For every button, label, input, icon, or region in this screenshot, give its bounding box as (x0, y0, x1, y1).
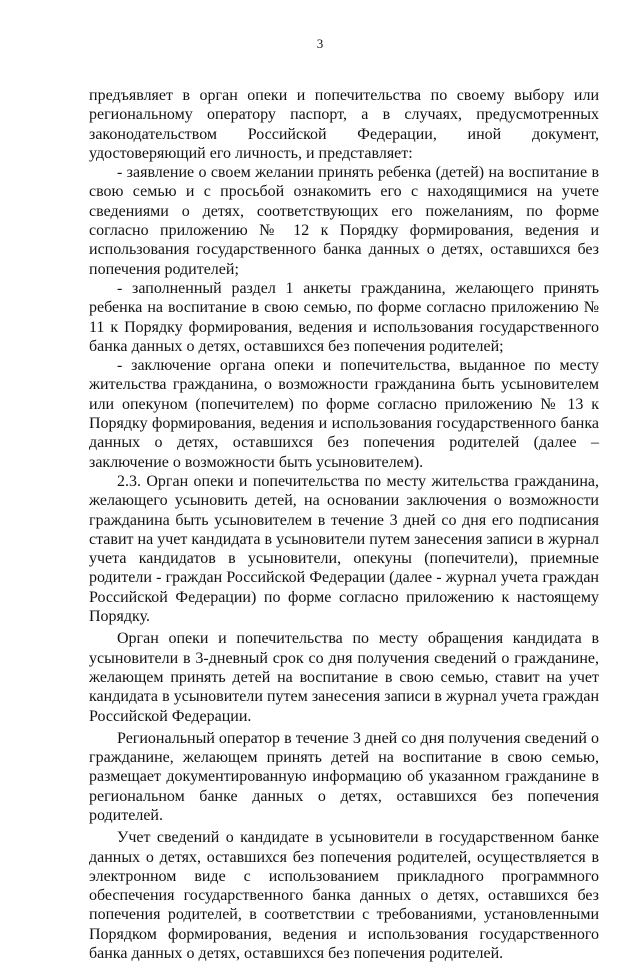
paragraph: Учет сведений о кандидате в усыновители в государственном банке данных о детях, оставшихся без попечения родителей, осуществляется в электронном виде с использованием прикладного программного обеспечения государственного банка данных о детях, оставшихся без попечения родителей, в соответствии с требованиями, установленными Порядком формирования, ведения и использования государственного банка данных о детях, оставшихся без попечения родителей. (89, 829, 599, 963)
paragraph: 2.3. Орган опеки и попечительства по месту жительства гражданина, желающего усыновить детей, на основании заключения о возможности гражданина быть усыновителем в течение 3 дней со дня его подписания ставит на учет кандидата в усыновители путем занесения записи в журнал учета кандидатов в усыновители, опекуны (попечители), приемные родители - граждан Российской Федерации (далее - журнал учета граждан Российской Федерации) по форме согласно приложению к настоящему Порядку. (89, 472, 599, 626)
paragraph: Региональный оператор в течение 3 дней со дня получения сведений о гражданине, желающем принять детей на воспитание в свою семью, размещает документированную информацию об указанном гражданине в региональном банке данных о детях, оставшихся без попечения родителей. (89, 729, 599, 824)
list-item: - заполненный раздел 1 анкеты гражданина, желающего принять ребенка на воспитание в свою семью, по форме согласно приложению № 11 к Порядку формирования, ведения и использования государственного банка данных о детях, оставшихся без попечения родителей; (89, 279, 599, 355)
paragraph: Орган опеки и попечительства по месту обращения кандидата в усыновители в 3-дневный срок со дня получения сведений о гражданине, желающем принять детей на воспитание в свою семью, ставит на учет кандидата в усыновители путем занесения записи в журнал учета граждан Российской Федерации. (89, 630, 599, 725)
list-item: - заключение органа опеки и попечительства, выданное по месту жительства гражданина, о возможности гражданина быть усыновителем или опекуном (попечителем) по форме согласно приложению № 13 к Порядку формирования, ведения и использования государственного банка данных о детях, оставшихся без попечения родителей (далее – заключение о возможности быть усыновителем). (89, 357, 599, 471)
paragraph: предъявляет в орган опеки и попечительства по своему выбору или региональному оператору паспорт, а в случаях, предусмотренных законодательством Российской Федерации, иной документ, удостоверяющий его личность, и представляет: (89, 87, 599, 162)
page-number: 3 (316, 36, 324, 51)
list-item: - заявление о своем желании принять ребенка (детей) на воспитание в свою семью и с просьбой ознакомить его с находящимися на учете сведениями о детях, соответствующих его пожеланиям, по форме согласно приложению № 12 к Порядку формирования, ведения и использования государственного банка данных о детях, оставшихся без попечения родителей; (89, 164, 599, 278)
document-body (89, 86, 599, 963)
